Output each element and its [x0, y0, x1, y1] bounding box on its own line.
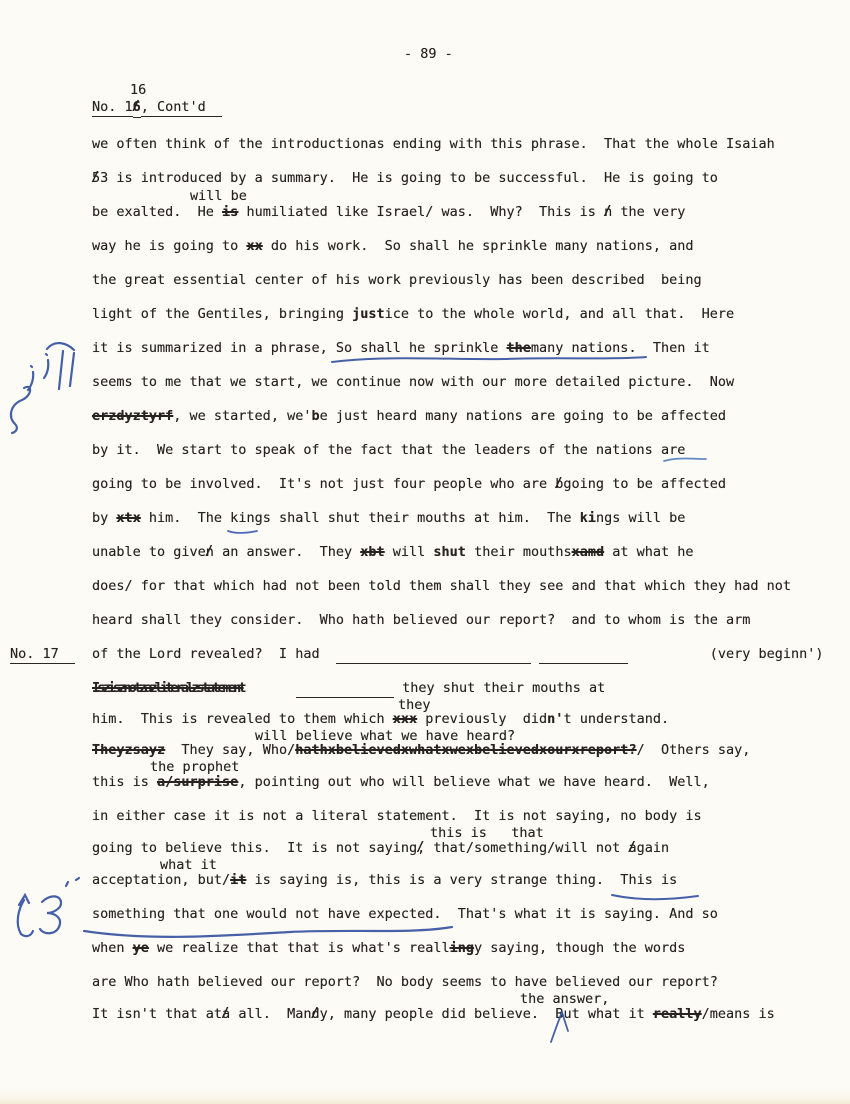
typed-segment: going to be involved. It's not just four people who are [92, 476, 556, 492]
typed-line [92, 711, 669, 728]
typed-segment: xtx [116, 510, 141, 526]
typed-segment: y, many people did believe. But what it [319, 1006, 653, 1022]
typed-segment: ice to the whole world, and all that. Here [384, 306, 735, 322]
typed-line [92, 204, 685, 221]
typed-segment: b [311, 408, 320, 424]
typed-segment: ye [132, 940, 149, 956]
typed-segment: a / [628, 840, 636, 857]
typed-line [92, 544, 694, 561]
typed-segment: it is summarized in a phrase, So shall he sprinkle [92, 340, 507, 356]
typed-segment: t understand. [563, 711, 670, 727]
typed-segment: xx [246, 238, 263, 254]
typed-line [92, 306, 734, 323]
typed-segment: when [92, 940, 133, 956]
typed-line [92, 170, 718, 187]
typed-segment: previously did [417, 711, 548, 727]
typed-line [92, 774, 710, 791]
typed-segment: are Who hath believed our report? No body seems to have believed our report? [92, 974, 718, 990]
typed-segment: , we started, we' [173, 408, 312, 424]
typed-segment: way he is going to [92, 238, 247, 254]
typed-line [92, 680, 605, 697]
section-header [92, 99, 222, 118]
typed-segment: the very [612, 204, 686, 220]
header-insert [130, 82, 146, 99]
typed-segment: going to be affected [563, 476, 726, 492]
typed-segment: at what he [604, 544, 694, 560]
typed-segment: of the Lord revealed? I had [92, 646, 336, 662]
typed-line [92, 840, 669, 857]
typed-segment: by it. We start to speak of the fact that the leaders of the nations are [92, 442, 686, 458]
pen-underline-something-expected [84, 927, 452, 937]
typed-segment: the [506, 340, 531, 356]
typed-segment: seems to me that we start, we continue now with our more detailed picture. Now [92, 374, 735, 390]
typed-line [92, 272, 702, 289]
typed-segment: this is [92, 774, 158, 790]
typed-segment: They say, Who/ [165, 742, 296, 758]
typed-segment: e just heard many nations are going to be affected [319, 408, 726, 424]
typed-segment: No. 1 [92, 99, 133, 115]
typed-segment: going to believe this. It is not saying [92, 840, 418, 856]
typed-line [92, 442, 685, 459]
typed-segment: light of the Gentiles, bringing [92, 306, 353, 322]
typed-insert-line [190, 188, 247, 205]
typed-segment: hathxbelievedxwhatxwexbelievedxourxreport? [295, 742, 637, 758]
pen-underline-this-is [612, 895, 698, 899]
typed-segment: the prophet [150, 759, 240, 775]
handwritten-note-52-15 [11, 343, 74, 433]
typed-line [92, 612, 750, 629]
typed-segment: / Others say, [636, 742, 751, 758]
typed-line [92, 974, 718, 991]
page-number: - 89 - [404, 46, 453, 62]
typed-segment: , pointing out who will believe what we have heard. Well, [238, 774, 710, 790]
typed-line [92, 374, 734, 391]
typed-segment: unable to give [92, 544, 206, 560]
typed-segment: erzdyztyrf [92, 408, 174, 424]
typed-line [92, 578, 791, 595]
typed-segment: the great essential center of his work previously has been described being [92, 272, 702, 288]
typed-line [92, 872, 677, 889]
typed-segment [531, 646, 539, 662]
typed-segment: shut [433, 544, 466, 560]
typed-segment: a / [222, 1006, 230, 1023]
typed-segment: do his work. So shall he sprinkle many nations, and [262, 238, 694, 254]
typed-segment [296, 680, 394, 698]
typed-segment [628, 646, 709, 662]
typed-segment: that/something/will not [425, 840, 629, 856]
typed-segment [248, 680, 297, 696]
typed-segment: , / [417, 840, 425, 857]
typed-line [92, 940, 685, 957]
typed-segment: all. Man [230, 1006, 312, 1022]
typed-line [92, 1006, 775, 1023]
typed-line [92, 238, 693, 255]
typed-segment: n / [206, 544, 214, 561]
typed-segment: they shut their mouths at [393, 680, 606, 696]
handwritten-note-53 [18, 878, 79, 936]
typed-segment: n' [547, 711, 564, 727]
typed-line [92, 906, 718, 923]
pen-underline-sprinkle-nations [332, 357, 646, 362]
typed-segment: an answer. They [213, 544, 361, 560]
typed-segment: y saying, though the words [474, 940, 686, 956]
typed-segment: by [92, 510, 117, 526]
typed-segment: (very beginn') [709, 646, 824, 662]
typed-segment: It isn't that at [92, 1006, 223, 1022]
typed-segment: their mouths [465, 544, 572, 560]
typed-line [92, 340, 710, 357]
typed-segment: heard shall they consider. Who hath believed our report? and to whom is the arm [92, 612, 751, 628]
typed-segment: really [652, 1006, 702, 1022]
typed-segment [336, 646, 531, 664]
typed-segment: it [230, 872, 247, 888]
typed-segment: they [398, 697, 431, 713]
typed-segment: many nations. Then it [530, 340, 710, 356]
typed-segment: acceptation, but/ [92, 872, 231, 888]
typed-line [92, 408, 726, 425]
typed-segment: , Cont'd [140, 99, 206, 115]
typed-segment: be exalted. He [92, 204, 223, 220]
typed-segment: n / [604, 204, 612, 221]
typed-segment [206, 99, 222, 117]
typed-segment: ngs will be [595, 510, 686, 526]
typed-segment: ing [449, 940, 475, 956]
typed-segment [539, 646, 628, 664]
typed-segment: him. This is revealed to them which [92, 711, 393, 727]
typed-segment: 6 / [133, 99, 141, 118]
typed-segment: No. 17 [10, 646, 76, 662]
typed-segment: ki [579, 510, 596, 526]
typed-segment: Iszisznotzazliteralzstatement [92, 680, 244, 696]
typed-segment: d / [311, 1006, 319, 1023]
typed-segment: this is that [430, 825, 544, 841]
typed-segment: we realize that that is what's reall [148, 940, 450, 956]
pen-underline-kings [228, 531, 257, 533]
typed-line [92, 808, 702, 825]
typed-segment: b / [555, 476, 563, 493]
typed-segment: something that one would not have expected. That's what it is saying. And so [92, 906, 718, 922]
typed-segment: is [222, 204, 239, 220]
typed-segment: him. The kings shall shut their mouths at him. The [140, 510, 580, 526]
typed-segment: Theyzsayz [92, 742, 166, 758]
typed-segment: will be [190, 188, 247, 204]
typed-segment: just [352, 306, 385, 322]
typed-segment: 5 / [92, 170, 100, 187]
typed-line [92, 136, 775, 153]
typed-segment: xamd [571, 544, 605, 560]
typed-segment: will [384, 544, 434, 560]
typed-line [92, 476, 726, 493]
typed-segment: xbt [360, 544, 385, 560]
typed-segment: 3 is introduced by a summary. He is going to be successful. He is going to [100, 170, 718, 186]
typed-segment: will believe what we have heard? [255, 728, 516, 744]
typed-segment: is saying is, this is a very strange thing. This is [246, 872, 678, 888]
typed-segment: what it [160, 857, 217, 873]
typed-segment: gain [636, 840, 670, 856]
typed-segment: /means is [701, 1006, 775, 1022]
typed-segment: 16 [130, 82, 147, 98]
typed-segment: does/ for that which had not been told them shall they see and that which they had not [92, 578, 791, 594]
typed-segment: a/surprise [157, 774, 239, 790]
margin-section-label [10, 646, 75, 663]
typed-segment: the answer, [520, 991, 610, 1007]
typed-line [92, 510, 685, 527]
typed-segment: we often think of the introductionas ending with this phrase. That the whole Isaiah [92, 136, 775, 152]
typed-line [92, 646, 824, 663]
typed-segment: in either case it is not a literal statement. It is not saying, no body is [92, 808, 702, 824]
typed-segment: humiliated like Israel/ was. Why? This is [238, 204, 605, 220]
typed-segment: xxx [392, 711, 418, 727]
typed-line [92, 742, 750, 759]
